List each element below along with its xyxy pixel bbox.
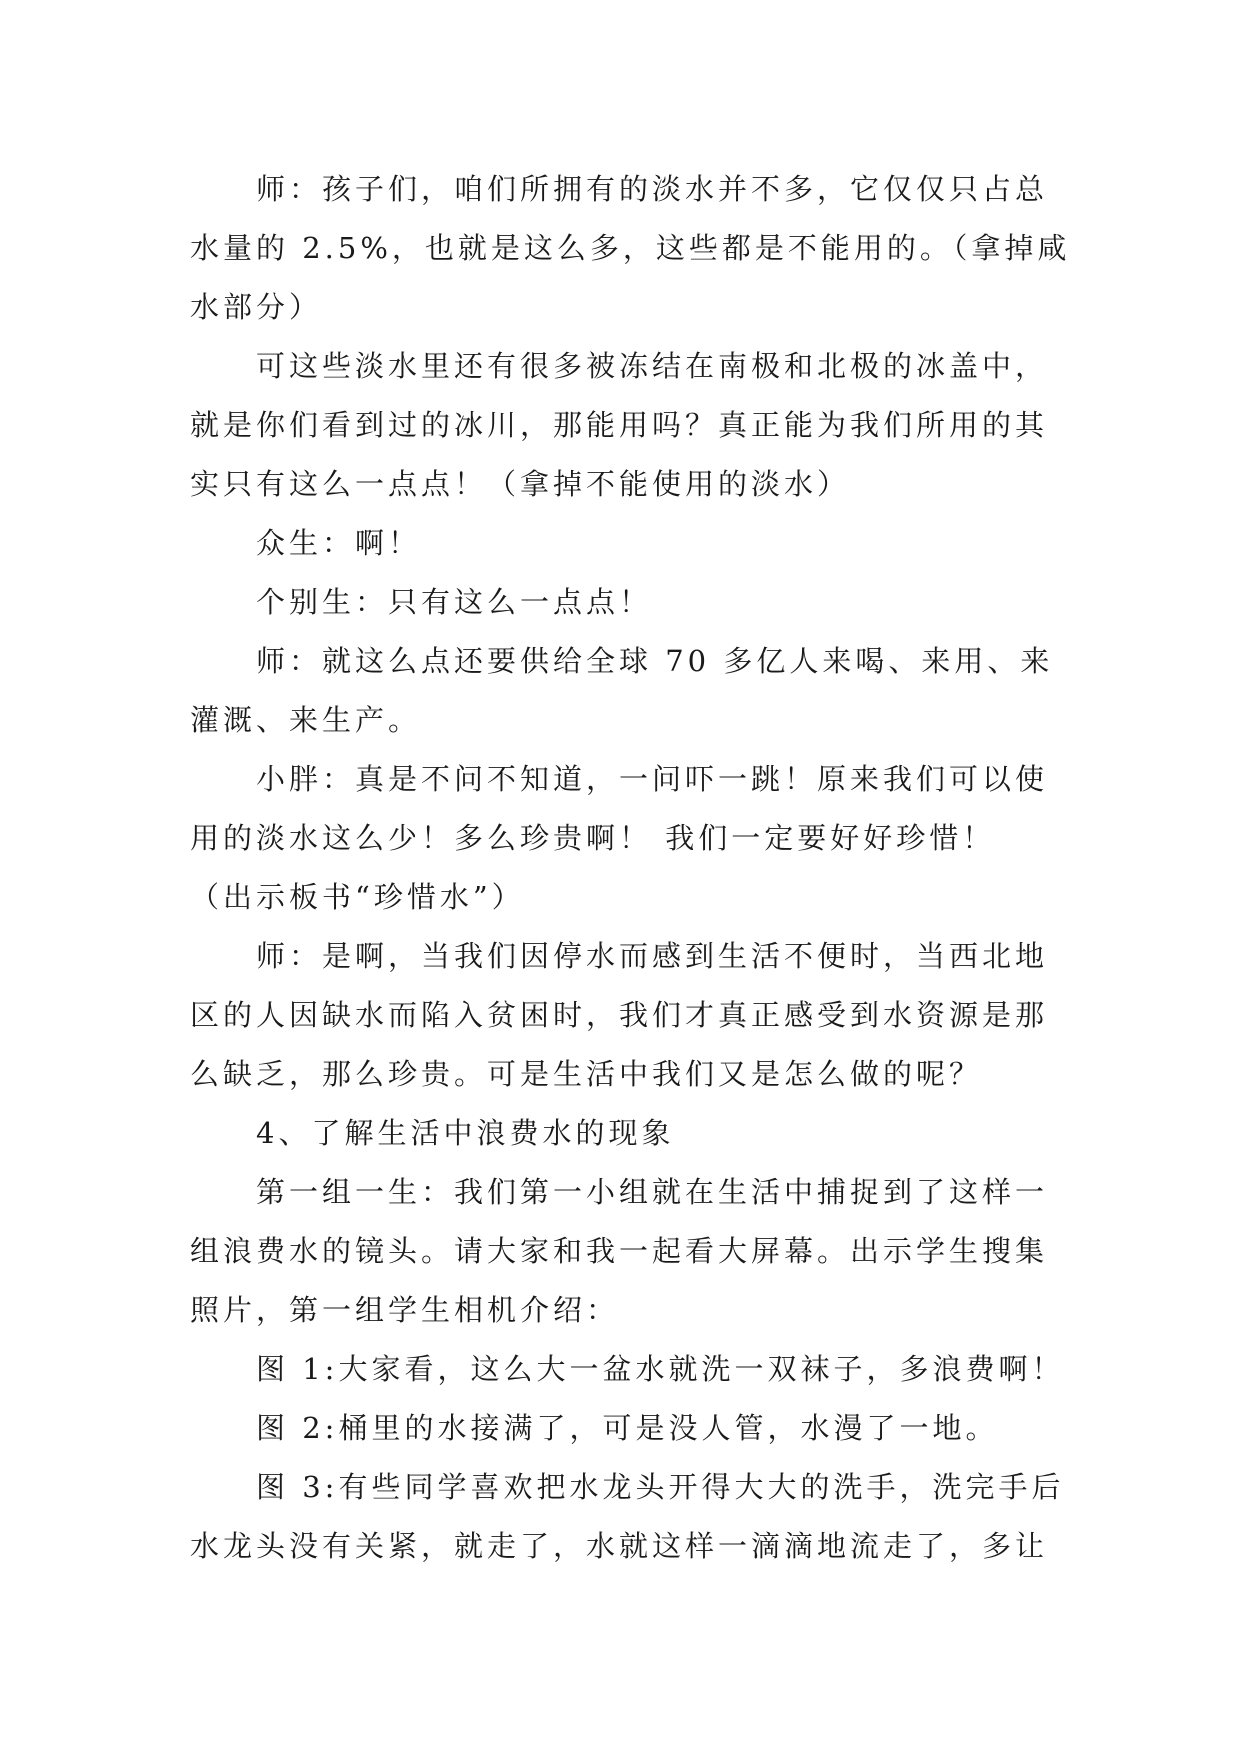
paragraph-individual-student	[190, 573, 1050, 632]
paragraph-figure-1	[190, 1340, 1065, 1399]
text-line: 水龙头没有关紧，就走了，水就这样一滴滴地流走了，多让	[190, 1529, 1049, 1563]
paragraph-frozen-water	[190, 337, 1050, 514]
text-line: 可这些淡水里还有很多被冻结在南极和北极的冰盖中，	[256, 349, 1049, 383]
paragraph-teacher-scarcity	[190, 927, 1050, 1104]
paragraph-teacher-supply	[190, 632, 1054, 750]
text-line: 图 1:大家看，这么大一盆水就洗一双袜子，多浪费啊！	[256, 1352, 1065, 1386]
paragraph-teacher-fresh-water	[190, 160, 1071, 337]
text-line: 图 3:有些同学喜欢把水龙头开得大大的洗手，洗完手后	[256, 1470, 1065, 1504]
text-line: 个别生：只有这么一点点！	[256, 585, 653, 619]
text-line: 水部分）	[190, 290, 323, 324]
text-line: 照片，第一组学生相机介绍：	[190, 1293, 620, 1327]
paragraph-xiaopang	[190, 750, 1050, 927]
text-line: 图 2:桶里的水接满了，可是没人管，水漫了一地。	[256, 1411, 999, 1445]
paragraph-figure-3	[190, 1458, 1065, 1576]
text-line: 用的淡水这么少！多么珍贵啊！ 我们一定要好好珍惜！	[190, 821, 996, 855]
section-heading-waste	[190, 1104, 1050, 1163]
text-line: 组浪费水的镜头。请大家和我一起看大屏幕。出示学生搜集	[190, 1234, 1049, 1268]
paragraph-figure-2	[190, 1399, 1050, 1458]
text-line: 众生：啊！	[256, 526, 422, 560]
text-line: 师：就这么点还要供给全球 70 多亿人来喝、来用、来	[256, 644, 1054, 678]
paragraph-group-one	[190, 1163, 1050, 1340]
text-line: 区的人因缺水而陷入贫困时，我们才真正感受到水资源是那	[190, 998, 1049, 1032]
text-line: 实只有这么一点点！（拿掉不能使用的淡水）	[190, 467, 851, 501]
text-line: 4、了解生活中浪费水的现象	[256, 1116, 675, 1150]
document-body	[190, 160, 1071, 1576]
text-line: 就是你们看到过的冰川，那能用吗？真正能为我们所用的其	[190, 408, 1049, 442]
text-line: 小胖：真是不问不知道，一问吓一跳！原来我们可以使	[256, 762, 1049, 796]
text-line: 师：孩子们，咱们所拥有的淡水并不多，它仅仅只占总	[256, 172, 1049, 206]
text-line: （出示板书“珍惜水”）	[190, 880, 525, 914]
text-line: 灌溉、来生产。	[190, 703, 422, 737]
paragraph-students-exclaim	[190, 514, 1050, 573]
text-line: 师：是啊，当我们因停水而感到生活不便时，当西北地	[256, 939, 1049, 973]
text-line: 么缺乏，那么珍贵。可是生活中我们又是怎么做的呢？	[190, 1057, 983, 1091]
text-line: 水量的 2.5%，也就是这么多，这些都是不能用的。（拿掉咸	[190, 231, 1071, 265]
text-line: 第一组一生：我们第一小组就在生活中捕捉到了这样一	[256, 1175, 1049, 1209]
